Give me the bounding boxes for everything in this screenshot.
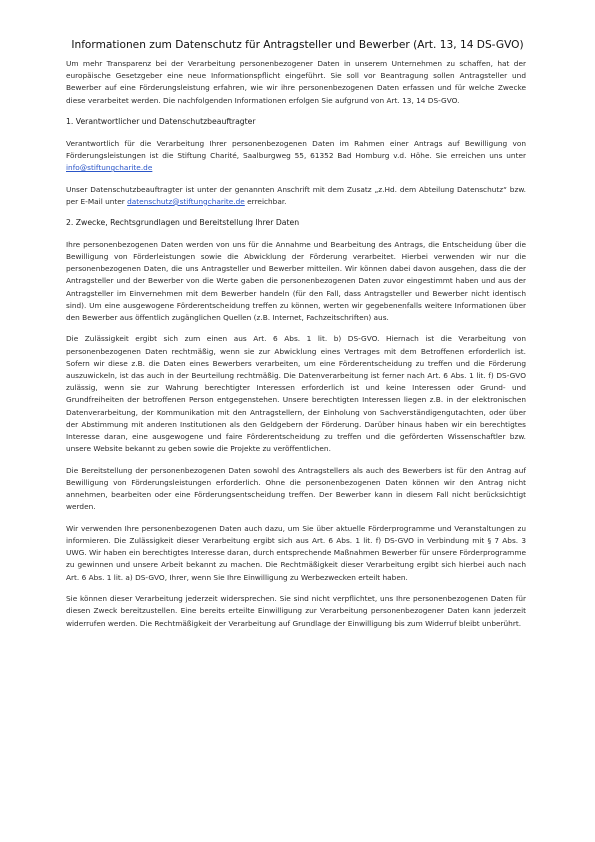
responsible-text: Verantwortlich für die Verarbeitung Ihrer personenbezogenen Daten im Rahmen einer Antrags auf Bewilligung von Förderungsleistungen ist die Stiftung Charité, Saalburgweg 55, 61352 Bad Homburg v.d. Höhe. Sie erreichen uns unter — [66, 138, 526, 160]
intro-paragraph: Um mehr Transparenz bei der Verarbeitung personenbezogener Daten in unserem Unternehmen zu schaffen, hat der europäische Gesetzgeber eine neue Informationspflicht eingeführt. Sie soll vor Beantragung sollen Antragsteller und Bewerber auf eine Förderungsleistung erfahren, wie wir ihre personenbezogenen Daten erfassen und für welche Zwecke diese verarbeitet werden. Die nachfolgenden Informationen erfolgen Sie aufgrund von Art. 13, 14 DS-GVO. — [66, 59, 526, 105]
purposes-paragraph-4: Wir verwenden Ihre personenbezogenen Daten auch dazu, um Sie über aktuelle Förderprogramme und Veranstaltungen zu informieren. Die Zulässigkeit dieser Verarbeitung ergibt sich aus Art. 6 Abs. 1 lit. f) DS-GVO in Verbindung mit § 7 Abs. 3 UWG. Wir haben ein berechtigtes Interesse daran, durch entsprechende Maßnahmen Bewerber für unsere Förderprogramme zu gewinnen und unsere Arbeit bekannt zu machen. Die Rechtmäßigkeit dieser Verarbeitung ergibt sich hierbei auch nach Art. 6 Abs. 1 lit. a) DS-GVO, Ihrer, wenn Sie Ihre Einwilligung zu Werbezwecken erteilt haben. — [66, 523, 526, 582]
responsible-paragraph — [66, 138, 526, 175]
document-title: Informationen zum Datenschutz für Antragsteller und Bewerber (Art. 13, 14 DS-GVO) — [71, 39, 524, 51]
purposes-paragraph-2: Die Zulässigkeit ergibt sich zum einen aus Art. 6 Abs. 1 lit. b) DS-GVO. Hiernach ist die Verarbeitung von personenbezogenen Daten rechtmäßig, wenn sie zur Abwicklung eines Vertrages mit dem Betroffenen erforderlich ist. Sofern wir diese z.B. die Daten eines Bewerbers verarbeiten, um eine Förderentscheidung zu treffen und die Förderung auszuwickeln, ist das auch in der Beurteilung rechtmäßig. Die Datenverarbeitung ist ferner nach Art. 6 Abs. 1 lit. f) DS-GVO zulässig, wenn sie zur Wahrung berechtigter Interessen erforderlich ist und keine Interessen oder Grund- und Grundfreiheiten der betroffenen Person entgegenstehen. Unsere berechtigten Interessen liegen z.B. in der elektronischen Datenverarbeitung, der Kommunikation mit den Antragstellern, der Einholung von Sachverständigengutachten, oder über der Abstimmung mit anderen Institutionen als den Geldgebern der Förderung. Darüber hinaus haben wir ein berechtigtes Interesse daran, eine ausgewogene und faire Förderentscheidung zu treffen und die geförderten Wissenschaftler bzw. unsere Website bekannt zu geben sowie die Projekte zu veröffentlichen. — [66, 334, 526, 454]
section-heading-responsible: 1. Verantwortlicher und Datenschutzbeauftragter — [66, 117, 256, 127]
purposes-paragraph-3: Die Bereitstellung der personenbezogenen Daten sowohl des Antragstellers als auch des Bewerbers ist für den Antrag auf Bewilligung von Förderungsleistungen erforderlich. Ohne die personenbezogenen Daten können wir den Antrag nicht annehmen, bearbeiten oder eine Förderungsentscheidung treffen. Der Bewerber kann in diesem Fall nicht berücksichtigt werden. — [66, 465, 526, 512]
document-body — [66, 58, 526, 639]
info-email-link[interactable]: info@stiftungcharite.de — [66, 163, 153, 173]
purposes-paragraph-5: Sie können dieser Verarbeitung jederzeit widersprechen. Sie sind nicht verpflichtet, uns Ihre personenbezogenen Daten für diesen Zweck bereitzustellen. Eine bereits erteilte Einwilligung zur Verarbeitung personenbezogener Daten kann jederzeit widerrufen werden. Die Rechtmäßigkeit der Verarbeitung auf Grundlage der Einwilligung bis zum Widerruf bleibt unberührt. — [66, 594, 526, 628]
dpo-email-link[interactable]: datenschutz@stiftungcharite.de — [127, 196, 245, 206]
purposes-paragraph-1: Ihre personenbezogenen Daten werden von uns für die Annahme und Bearbeitung des Antrags, die Entscheidung über die Bewilligung von Förderleistungen sowie die Abwicklung der Förderung verarbeitet. Hierbei verwenden wir nur die personenbezogenen Daten, die uns Antragsteller und Bewerber mitteilen. Wir können dabei davon ausgehen, dass die der Antragsteller und der Bewerber von die Werte gaben die personenbezogenen Daten zuvor eingestimmt haben und aus der Antragsteller im Einvernehmen mit dem Bewerber handeln (für den Fall, dass Antragsteller und Bewerber nicht identisch sind). Um eine ausgewogene Förderentscheidung treffen zu können, werten wir gegebenenfalls weitere Informationen über den Bewerber aus öffentlich zugänglichen Quellen (z.B. Internet, Fachzeitschriften) aus. — [66, 239, 526, 322]
dpo-text-suffix: erreichbar. — [244, 196, 287, 206]
dpo-text: Unser Datenschutzbeauftragter ist unter der genannten Anschrift mit dem Zusatz „z.Hd. dem Abteilung Datenschutz“ bzw. per E-Mail unter — [66, 184, 526, 206]
dpo-paragraph — [66, 184, 526, 208]
section-heading-purposes: 2. Zwecke, Rechtsgrundlagen und Bereitstellung Ihrer Daten — [66, 218, 300, 228]
